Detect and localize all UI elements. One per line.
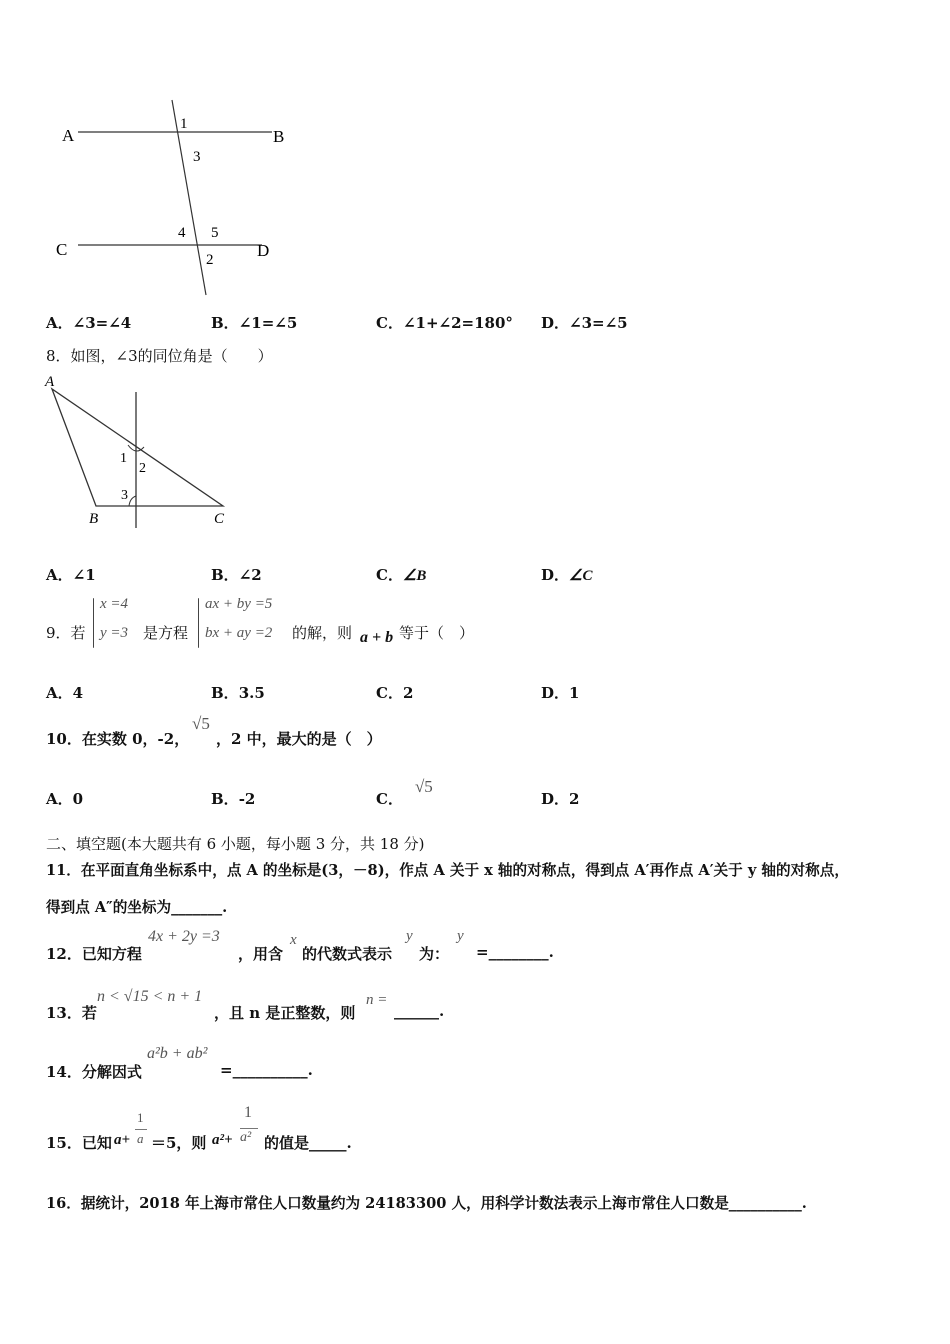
triangle-abc bbox=[52, 389, 223, 506]
q8-figure bbox=[40, 370, 240, 535]
q12-b: ，用含 bbox=[238, 945, 284, 963]
q9-system1-brace bbox=[93, 598, 94, 648]
q12-x: x bbox=[290, 932, 297, 948]
option-text: ∠C bbox=[569, 568, 593, 584]
q9-sys2-eq2: bx + ay =2 bbox=[205, 625, 273, 641]
q15-frac2-den: a² bbox=[240, 1130, 252, 1145]
option-letter: C． bbox=[376, 566, 403, 584]
option-letter: D． bbox=[541, 566, 570, 584]
angle-label-5: 5 bbox=[211, 225, 219, 241]
q13-inequality: n < √15 < n + 1 bbox=[97, 988, 203, 1005]
q9-option-c[interactable] bbox=[376, 682, 413, 703]
q12-e: =________. bbox=[476, 943, 554, 961]
option-text: 1 bbox=[569, 684, 580, 702]
option-text: 2 bbox=[402, 684, 414, 702]
q15-frac1-den: a bbox=[137, 1131, 144, 1146]
q15-b: ＝5，则 bbox=[151, 1134, 207, 1152]
angle-label-2: 2 bbox=[139, 461, 146, 476]
angle-label-3: 3 bbox=[121, 488, 128, 503]
option-letter: B． bbox=[211, 314, 239, 332]
q9-option-a[interactable] bbox=[46, 682, 83, 703]
q10-option-c[interactable] bbox=[376, 777, 433, 809]
label-d: D bbox=[257, 241, 270, 260]
option-text: ∠1 bbox=[72, 566, 96, 584]
q15-a2-plus: a²+ bbox=[212, 1132, 233, 1148]
q15-frac1-num: 1 bbox=[137, 1110, 144, 1125]
option-letter: A． bbox=[46, 566, 73, 584]
q9-option-d[interactable] bbox=[541, 682, 579, 703]
q8-option-a[interactable] bbox=[46, 564, 96, 585]
q9-sys1-eq1: x =4 bbox=[100, 596, 129, 612]
q9-suffix2: 等于（ ） bbox=[399, 624, 475, 642]
q11-line2: 得到点 A″的坐标为_______. bbox=[46, 899, 228, 916]
q15-frac1-bar bbox=[135, 1129, 147, 1130]
option-letter: C． bbox=[376, 314, 403, 332]
q13-n-eq: n = bbox=[366, 992, 388, 1008]
q9-suffix1: 的解，则 bbox=[292, 624, 353, 642]
q13-b: ，且 n 是正整数，则 bbox=[214, 1004, 356, 1022]
q9-sys1-eq2: y =3 bbox=[100, 625, 129, 641]
section-heading: 二、填空题(本大题共有 6 小题，每小题 3 分，共 18 分) bbox=[46, 835, 425, 853]
option-text: ∠3=∠5 bbox=[569, 314, 628, 332]
option-text: 0 bbox=[72, 790, 84, 808]
q10-option-d[interactable] bbox=[541, 788, 579, 809]
option-text: √5 bbox=[414, 777, 433, 796]
option-text: ∠B bbox=[402, 568, 427, 584]
q10-stem-b: ，2 中，最大的是（ ） bbox=[216, 730, 382, 748]
option-letter: D． bbox=[541, 790, 570, 808]
q10-option-b[interactable] bbox=[211, 788, 255, 809]
angle-label-2: 2 bbox=[206, 252, 214, 268]
q7-option-d[interactable] bbox=[541, 312, 628, 333]
q15-frac2-bar bbox=[240, 1128, 258, 1129]
q10-option-a[interactable] bbox=[46, 788, 83, 809]
q12-c: 的代数式表示 bbox=[302, 945, 393, 963]
option-letter: A． bbox=[46, 314, 73, 332]
q14-b: =__________. bbox=[220, 1061, 313, 1079]
option-text: 2 bbox=[569, 790, 580, 808]
q9-mid: 是方程 bbox=[143, 624, 189, 642]
q15-frac2-num: 1 bbox=[244, 1104, 252, 1121]
label-a: A bbox=[62, 126, 75, 145]
option-letter: A． bbox=[46, 790, 73, 808]
option-text: -2 bbox=[238, 790, 256, 808]
q12-equation: 4x + 2y =3 bbox=[148, 928, 220, 945]
option-letter: D． bbox=[541, 684, 570, 702]
q9-expr: a + b bbox=[360, 629, 394, 646]
label-b: B bbox=[273, 127, 285, 146]
label-a: A bbox=[45, 374, 55, 390]
option-letter: D． bbox=[541, 314, 570, 332]
q8-option-b[interactable] bbox=[211, 564, 262, 585]
q8-option-c[interactable] bbox=[376, 564, 426, 585]
label-c: C bbox=[214, 511, 225, 527]
option-letter: B． bbox=[211, 790, 239, 808]
angle-label-1: 1 bbox=[180, 116, 188, 132]
label-c: C bbox=[56, 240, 68, 259]
q10-sqrt5: √5 bbox=[192, 714, 210, 733]
option-text: ∠2 bbox=[238, 566, 262, 584]
q9-option-b[interactable] bbox=[211, 682, 265, 703]
option-letter: C． bbox=[376, 684, 403, 702]
q12-a: 12．已知方程 bbox=[46, 945, 142, 963]
q7-option-c[interactable] bbox=[376, 312, 513, 333]
q14-a: 14．分解因式 bbox=[46, 1063, 142, 1081]
option-letter: B． bbox=[211, 566, 239, 584]
option-letter: B． bbox=[211, 684, 239, 702]
q10-stem-a: 10．在实数 0，-2， bbox=[46, 730, 190, 748]
label-b: B bbox=[89, 511, 99, 527]
option-text: ∠1+∠2=180° bbox=[402, 314, 513, 332]
q9-system2-brace bbox=[198, 598, 199, 648]
q7-figure bbox=[50, 95, 300, 300]
q11-line1: 11．在平面直角坐标系中，点 A 的坐标是(3，－8)，作点 A 关于 x 轴的对称点，得到点 A′再作点 A′关于 y 轴的对称点， bbox=[46, 862, 849, 879]
angle-arc-3 bbox=[129, 496, 136, 506]
option-text: 3.5 bbox=[238, 684, 265, 702]
option-letter: C． bbox=[376, 790, 403, 808]
option-text: ∠3=∠4 bbox=[72, 314, 132, 332]
q12-y2: y bbox=[457, 928, 464, 944]
q15-a-plus: a+ bbox=[114, 1132, 131, 1148]
transversal-line bbox=[172, 100, 206, 295]
q12-d: 为： bbox=[419, 945, 450, 963]
q14-expression: a²b + ab² bbox=[147, 1045, 208, 1062]
q16-text: 16．据统计，2018 年上海市常住人口数量约为 24183300 人，用科学计数法表示上海市常住人口数是__________. bbox=[46, 1195, 807, 1212]
q15-c: 的值是_____. bbox=[264, 1134, 352, 1152]
q7-option-a[interactable] bbox=[46, 312, 131, 333]
option-letter: A． bbox=[46, 684, 73, 702]
angle-label-3: 3 bbox=[193, 149, 201, 165]
q8-stem: 8．如图，∠3的同位角是（ ） bbox=[46, 347, 273, 365]
option-text: ∠1=∠5 bbox=[238, 314, 298, 332]
option-text: 4 bbox=[72, 684, 84, 702]
q13-c: ______. bbox=[394, 1002, 445, 1020]
q9-prefix: 9．若 bbox=[46, 624, 86, 642]
q13-a: 13．若 bbox=[46, 1004, 97, 1022]
angle-label-1: 1 bbox=[120, 451, 127, 466]
q8-option-d[interactable] bbox=[541, 564, 592, 585]
q12-y: y bbox=[406, 928, 413, 944]
q7-option-b[interactable] bbox=[211, 312, 297, 333]
angle-label-4: 4 bbox=[178, 225, 186, 241]
q9-sys2-eq1: ax + by =5 bbox=[205, 596, 273, 612]
q15-a: 15．已知 bbox=[46, 1134, 112, 1152]
